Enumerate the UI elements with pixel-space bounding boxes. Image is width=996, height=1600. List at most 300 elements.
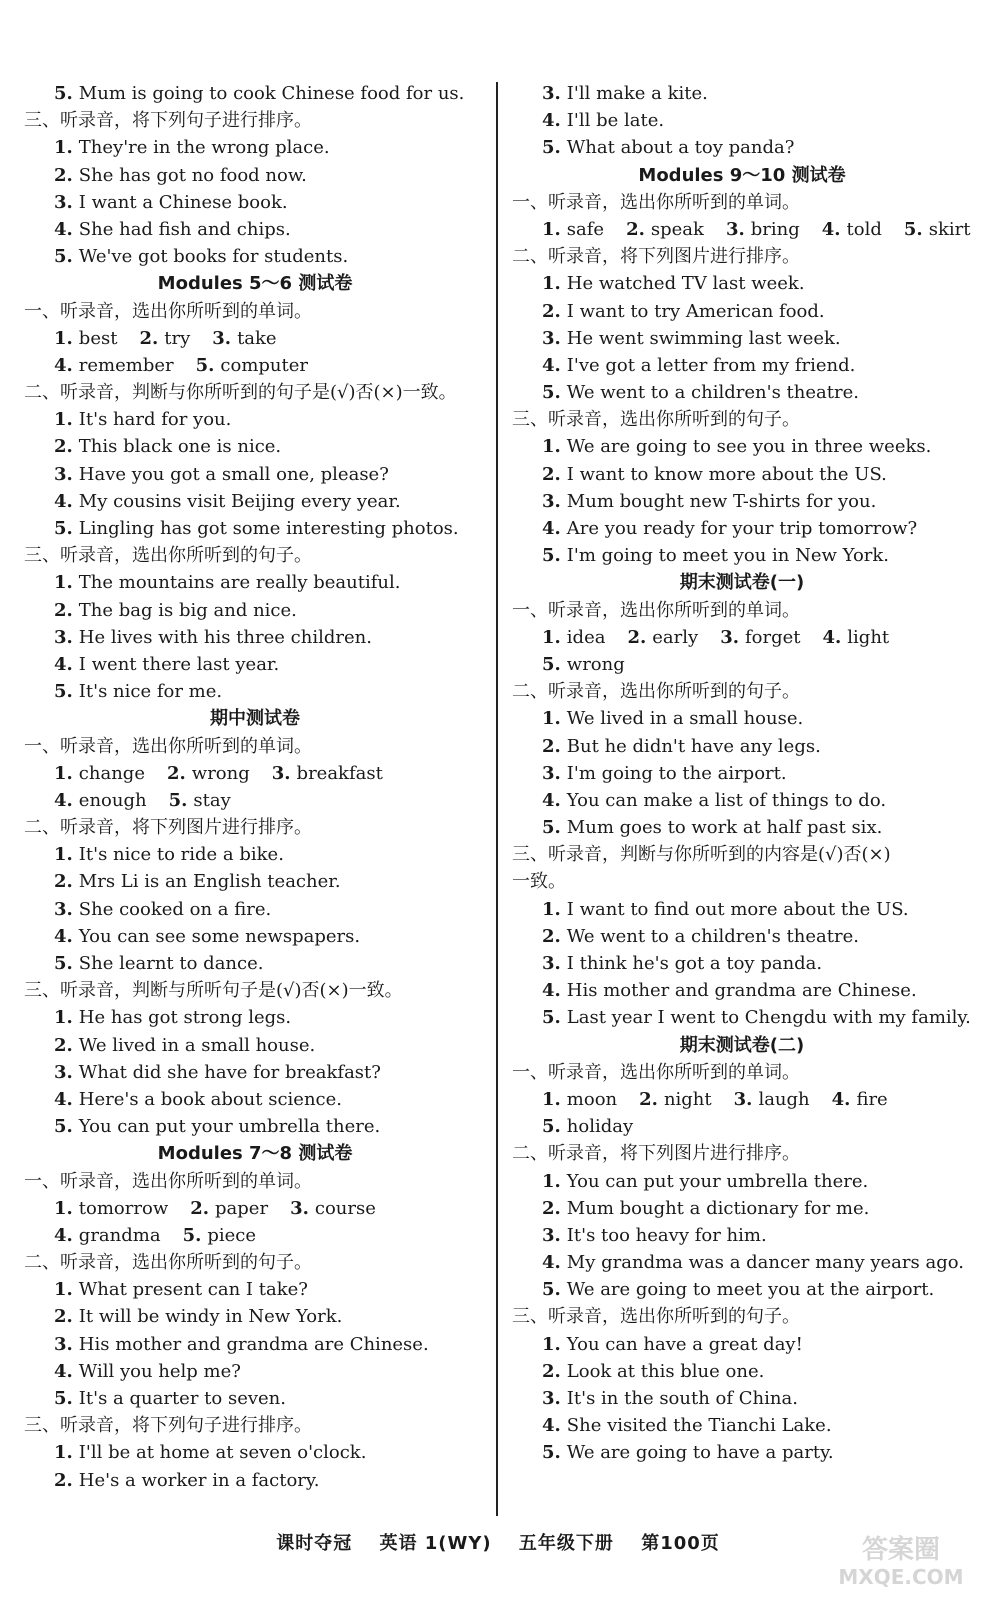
item-text: Mrs Li is an English teacher. [78, 871, 341, 893]
question-heading: 一、听录音，选出你所听到的单词。 [24, 300, 312, 322]
word-number: 1. [542, 1088, 561, 1110]
word-text: wrong [566, 653, 625, 675]
answer-item [512, 298, 972, 325]
word-answer [196, 355, 308, 376]
word-number: 3. [212, 327, 232, 349]
item-number: 4. [54, 490, 73, 512]
item-text: They're in the wrong place. [78, 137, 330, 159]
answer-item [24, 134, 486, 161]
item-number: 3. [542, 953, 561, 974]
item-number: 3. [54, 463, 73, 485]
item-number: 5. [54, 1116, 73, 1138]
item-number: 1. [54, 137, 73, 159]
word-number: 3. [271, 762, 291, 784]
word-number: 5. [195, 354, 215, 376]
item-text: What present can I take? [78, 1279, 308, 1301]
word-text: laugh [758, 1088, 810, 1110]
word-number: 2. [626, 218, 645, 240]
answer-item [512, 977, 972, 1004]
item-number: 1. [54, 572, 73, 594]
item-text: We went to a children's theatre. [566, 382, 859, 404]
item-number: 4. [542, 1252, 561, 1274]
item-text: The bag is big and nice. [78, 599, 297, 621]
answer-item [512, 760, 972, 787]
item-text: She has got no food now. [78, 164, 307, 186]
word-answer [627, 627, 698, 648]
item-number: 1. [542, 273, 561, 295]
word-text: speak [650, 218, 704, 240]
answer-item [24, 1439, 486, 1466]
word-text: paper [215, 1197, 269, 1219]
item-text: Last year I went to Chengdu with my family. [566, 1007, 971, 1029]
answer-item [24, 1113, 486, 1140]
question-heading: 一致。 [512, 871, 566, 893]
item-number: 5. [542, 1007, 561, 1029]
item-text: It will be windy in New York. [78, 1306, 343, 1328]
answer-item [512, 705, 972, 732]
word-answer [183, 1225, 256, 1246]
word-answers-row [24, 760, 486, 787]
item-text: I've got a letter from my friend. [566, 354, 856, 376]
answer-item [24, 1059, 486, 1086]
item-text: I think he's got a toy panda. [566, 953, 823, 974]
item-text: It's nice for me. [78, 681, 223, 703]
word-answer [54, 790, 147, 811]
word-answer [639, 1089, 712, 1110]
item-number: 4. [54, 653, 73, 675]
question-heading: 二、听录音，将下列图片进行排序。 [512, 246, 800, 268]
word-text: piece [207, 1224, 257, 1246]
item-number: 2. [54, 1034, 73, 1056]
answer-item [512, 542, 972, 569]
word-number: 3. [725, 218, 745, 240]
left-column [24, 80, 486, 1494]
item-number: 1. [542, 436, 561, 458]
question-heading: 二、听录音，选出你所听到的句子。 [24, 1252, 312, 1274]
word-text: tomorrow [78, 1197, 169, 1219]
question-heading: 三、听录音，选出你所听到的句子。 [512, 409, 800, 431]
item-number: 4. [542, 980, 561, 1002]
answer-item [512, 1195, 972, 1222]
item-number: 3. [542, 83, 561, 104]
item-number: 4. [542, 110, 561, 132]
answer-item [24, 1385, 486, 1412]
item-number: 4. [542, 518, 561, 539]
item-text: His mother and grandma are Chinese. [78, 1333, 429, 1355]
answer-item [24, 1276, 486, 1303]
word-answer [822, 219, 882, 240]
item-text: Mum goes to work at half past six. [566, 817, 883, 839]
answer-item [24, 569, 486, 596]
item-number: 2. [542, 1360, 561, 1382]
word-answer [542, 219, 604, 240]
answer-item [24, 651, 486, 678]
item-text: We lived in a small house. [566, 708, 804, 730]
question-heading: 二、听录音，选出你所听到的句子。 [512, 681, 800, 703]
answer-item [24, 515, 486, 542]
word-text: early [652, 626, 699, 648]
word-answers-row [24, 787, 486, 814]
item-number: 5. [542, 545, 561, 567]
item-number: 3. [542, 490, 561, 512]
answer-item [24, 678, 486, 705]
item-text: My grandma was a dancer many years ago. [566, 1252, 964, 1274]
question-heading: 一、听录音，选出你所听到的单词。 [24, 735, 312, 757]
question-heading: 三、听录音，判断与所听句子是(√)否(×)一致。 [24, 980, 403, 1002]
word-text: fire [856, 1088, 888, 1110]
word-answers-row [24, 352, 486, 379]
question-heading: 一、听录音，选出你所听到的单词。 [512, 1061, 800, 1083]
word-number: 2. [639, 1088, 658, 1110]
word-answers-row [24, 325, 486, 352]
word-answer [212, 328, 276, 349]
item-number: 2. [54, 164, 73, 186]
item-text: Are you ready for your trip tomorrow? [566, 518, 918, 539]
item-text: Mum bought a dictionary for me. [566, 1197, 870, 1219]
word-number: 2. [627, 626, 647, 648]
item-number: 1. [54, 1279, 73, 1301]
answer-item [512, 461, 972, 488]
item-text: You can have a great day! [566, 1333, 803, 1355]
word-answer [272, 763, 383, 784]
item-text: We went to a children's theatre. [566, 925, 859, 947]
answer-item [24, 841, 486, 868]
word-answer [832, 1089, 888, 1110]
item-number: 1. [54, 1007, 73, 1029]
word-answer [734, 1089, 810, 1110]
footer-book-title: 课时夺冠 [276, 1533, 353, 1554]
item-number: 4. [54, 1088, 73, 1110]
footer-grade: 五年级下册 [518, 1533, 614, 1554]
answer-item [24, 597, 486, 624]
word-text: take [237, 327, 277, 349]
item-text: You can put your umbrella there. [78, 1116, 381, 1138]
word-text: try [164, 327, 191, 349]
question-heading: 二、听录音，将下列图片进行排序。 [512, 1143, 800, 1165]
item-text: We are going to have a party. [566, 1442, 834, 1464]
item-text: He's a worker in a factory. [78, 1469, 320, 1491]
word-number: 1. [54, 327, 73, 349]
answer-item [24, 896, 486, 923]
word-text: moon [566, 1088, 618, 1110]
word-answer [726, 219, 800, 240]
item-number: 4. [54, 925, 73, 947]
word-answers-row [512, 624, 972, 651]
item-number: 3. [542, 762, 561, 784]
item-number: 5. [54, 681, 73, 703]
item-number: 5. [54, 246, 73, 268]
item-text: I want to find out more about the US. [566, 898, 909, 920]
answer-item [512, 923, 972, 950]
answer-item [24, 950, 486, 977]
word-text: best [78, 327, 118, 349]
item-text: He watched TV last week. [566, 273, 805, 295]
answer-item [24, 243, 486, 270]
item-number: 4. [54, 218, 73, 240]
item-number: 5. [542, 382, 561, 404]
item-text: Lingling has got some interesting photos. [78, 518, 459, 539]
word-answer [542, 1089, 617, 1110]
item-number: 1. [542, 708, 561, 730]
item-number: 2. [542, 463, 561, 485]
item-text: He has got strong legs. [78, 1007, 292, 1029]
word-number: 5. [168, 789, 188, 811]
column-divider [496, 82, 498, 1516]
word-number: 1. [54, 762, 73, 784]
item-number: 3. [54, 1333, 73, 1355]
answer-item [24, 868, 486, 895]
word-answer [54, 328, 117, 349]
word-number: 4. [822, 626, 842, 648]
word-text: holiday [566, 1116, 634, 1138]
item-number: 1. [54, 1442, 73, 1464]
item-text: I'll be at home at seven o'clock. [78, 1442, 367, 1464]
item-text: This black one is nice. [78, 436, 282, 458]
item-text: Mum bought new T-shirts for you. [566, 490, 877, 512]
word-text: night [663, 1088, 712, 1110]
section-title: 期中测试卷 [210, 708, 300, 730]
item-text: Mum is going to cook Chinese food for us. [78, 83, 465, 104]
word-text: skirt [928, 218, 971, 240]
item-number: 1. [542, 898, 561, 920]
answer-item [24, 1032, 486, 1059]
item-number: 5. [542, 1279, 561, 1301]
item-text: My cousins visit Beijing every year. [78, 490, 401, 512]
answer-item [512, 134, 972, 161]
answer-item [24, 923, 486, 950]
word-text: forget [744, 626, 801, 648]
item-text: I went there last year. [78, 653, 280, 675]
item-text: It's too heavy for him. [566, 1224, 767, 1246]
word-text: idea [566, 626, 606, 648]
word-text: change [78, 762, 145, 784]
word-answers-row [512, 651, 972, 678]
question-heading: 三、听录音，将下列句子进行排序。 [24, 1415, 312, 1437]
item-number: 5. [54, 1388, 73, 1409]
question-heading: 一、听录音，选出你所听到的单词。 [512, 599, 800, 621]
word-answer [290, 1198, 376, 1219]
word-answer [54, 763, 145, 784]
item-text: I'll make a kite. [566, 83, 708, 104]
word-text: safe [566, 218, 605, 240]
word-text: told [846, 218, 882, 240]
word-number: 2. [139, 327, 159, 349]
answer-item [512, 270, 972, 297]
section-title: Modules 5～6 测试卷 [157, 273, 353, 295]
question-heading: 二、听录音，将下列图片进行排序。 [24, 817, 312, 839]
item-number: 1. [54, 844, 73, 866]
section-title: 期末测试卷(一) [679, 572, 805, 594]
answer-item [512, 1439, 972, 1466]
word-answer [626, 219, 704, 240]
answer-item [24, 162, 486, 189]
right-column [512, 80, 972, 1467]
item-text: I'm going to meet you in New York. [566, 545, 890, 567]
answer-item [512, 1412, 972, 1439]
answer-item [512, 488, 972, 515]
word-text: wrong [191, 762, 250, 784]
item-number: 5. [54, 953, 73, 974]
item-text: The mountains are really beautiful. [78, 572, 401, 594]
word-number: 3. [733, 1088, 753, 1110]
word-answers-row [512, 216, 972, 243]
item-number: 5. [54, 518, 73, 539]
answer-item [512, 1004, 972, 1031]
answer-item [24, 488, 486, 515]
answer-item [24, 461, 486, 488]
item-number: 3. [54, 191, 73, 213]
section-title: 期末测试卷(二) [679, 1034, 805, 1056]
word-answer [542, 1116, 633, 1137]
answer-item [24, 80, 486, 107]
item-text: She had fish and chips. [78, 218, 291, 240]
item-text: I'll be late. [566, 110, 665, 132]
word-answers-row [24, 1195, 486, 1222]
item-text: We lived in a small house. [78, 1034, 316, 1056]
word-text: enough [78, 789, 147, 811]
answer-item [512, 1331, 972, 1358]
answer-item [24, 216, 486, 243]
item-text: We've got books for students. [78, 246, 349, 268]
answer-item [512, 1222, 972, 1249]
item-text: He went swimming last week. [566, 327, 841, 349]
question-heading: 三、听录音，选出你所听到的句子。 [24, 545, 312, 567]
item-number: 5. [542, 817, 561, 839]
item-number: 1. [542, 1333, 561, 1355]
word-answer [904, 219, 971, 240]
item-number: 3. [542, 1388, 561, 1409]
word-answers-row [512, 1086, 972, 1113]
item-number: 3. [54, 1061, 73, 1083]
answer-item [512, 1276, 972, 1303]
item-text: She visited the Tianchi Lake. [566, 1415, 832, 1437]
answer-item [24, 1331, 486, 1358]
answer-item [24, 1303, 486, 1330]
question-heading: 三、听录音，选出你所听到的句子。 [512, 1306, 800, 1328]
word-answers-row [24, 1222, 486, 1249]
item-text: Here's a book about science. [78, 1088, 343, 1110]
answer-item [512, 80, 972, 107]
word-answer [823, 627, 890, 648]
word-number: 4. [821, 218, 841, 240]
answer-item [512, 733, 972, 760]
question-heading: 三、听录音，判断与你所听到的内容是(√)否(×) [512, 844, 891, 866]
answer-item [24, 624, 486, 651]
item-number: 1. [542, 1170, 561, 1192]
word-number: 3. [290, 1197, 309, 1219]
answer-item [24, 406, 486, 433]
section-title: Modules 7～8 测试卷 [157, 1143, 353, 1165]
word-number: 1. [542, 626, 561, 648]
word-number: 5. [182, 1224, 202, 1246]
section-title: Modules 9～10 测试卷 [638, 164, 846, 186]
word-answers-row [512, 1113, 972, 1140]
item-text: Will you help me? [78, 1360, 241, 1382]
item-text: It's in the south of China. [566, 1388, 798, 1409]
answer-item [24, 1467, 486, 1494]
item-text: It's nice to ride a bike. [78, 844, 284, 866]
word-text: course [314, 1197, 376, 1219]
item-text: We are going to meet you at the airport. [566, 1279, 935, 1301]
item-text: His mother and grandma are Chinese. [566, 980, 917, 1002]
word-answer [54, 1198, 168, 1219]
answer-item [24, 1086, 486, 1113]
item-number: 5. [542, 137, 561, 159]
answer-item [24, 1358, 486, 1385]
word-number: 5. [903, 218, 923, 240]
item-text: We are going to see you in three weeks. [566, 436, 932, 458]
answer-item [512, 1358, 972, 1385]
answer-item [512, 515, 972, 542]
item-number: 4. [542, 789, 561, 811]
item-text: She learnt to dance. [78, 953, 264, 974]
item-number: 5. [542, 1442, 561, 1464]
item-number: 2. [542, 300, 561, 322]
answer-item [512, 787, 972, 814]
word-answer [169, 790, 231, 811]
word-number: 3. [720, 626, 739, 648]
item-text: You can see some newspapers. [78, 925, 361, 947]
item-number: 2. [54, 599, 73, 621]
item-number: 3. [542, 1224, 561, 1246]
item-number: 2. [54, 871, 73, 893]
item-number: 2. [54, 1306, 73, 1328]
word-number: 4. [831, 1088, 851, 1110]
word-answer [542, 654, 625, 675]
answer-item [24, 189, 486, 216]
answer-item [512, 896, 972, 923]
word-number: 1. [542, 218, 561, 240]
word-answer [167, 763, 250, 784]
footer-page-number: 第100页 [641, 1533, 720, 1554]
item-text: What about a toy panda? [566, 137, 795, 159]
answer-item [512, 352, 972, 379]
item-text: You can put your umbrella there. [566, 1170, 869, 1192]
item-number: 3. [54, 626, 73, 648]
word-number: 4. [54, 354, 73, 376]
word-answer [542, 627, 605, 648]
item-number: 2. [542, 735, 561, 757]
item-text: She cooked on a fire. [78, 898, 272, 920]
word-answer [54, 1225, 161, 1246]
question-heading: 一、听录音，选出你所听到的单词。 [24, 1170, 312, 1192]
word-text: light [847, 626, 890, 648]
word-text: stay [193, 789, 231, 811]
item-number: 1. [54, 409, 73, 431]
answer-item [512, 325, 972, 352]
item-number: 2. [54, 436, 73, 458]
answer-item [512, 379, 972, 406]
word-number: 1. [54, 1197, 73, 1219]
answer-item [512, 1385, 972, 1412]
item-number: 3. [54, 898, 73, 920]
word-number: 2. [190, 1197, 210, 1219]
item-number: 4. [542, 354, 561, 376]
answer-item [24, 433, 486, 460]
word-number: 4. [54, 789, 73, 811]
watermark-top-text: 答案圈 [861, 1535, 941, 1565]
word-answer [139, 328, 190, 349]
item-number: 2. [542, 1197, 561, 1219]
answer-item [512, 950, 972, 977]
item-text: Look at this blue one. [566, 1360, 765, 1382]
item-text: Have you got a small one, please? [78, 463, 389, 485]
answer-item [24, 1004, 486, 1031]
item-text: I want a Chinese book. [78, 191, 288, 213]
word-text: grandma [78, 1224, 161, 1246]
item-number: 2. [54, 1469, 73, 1491]
word-text: bring [750, 218, 800, 240]
